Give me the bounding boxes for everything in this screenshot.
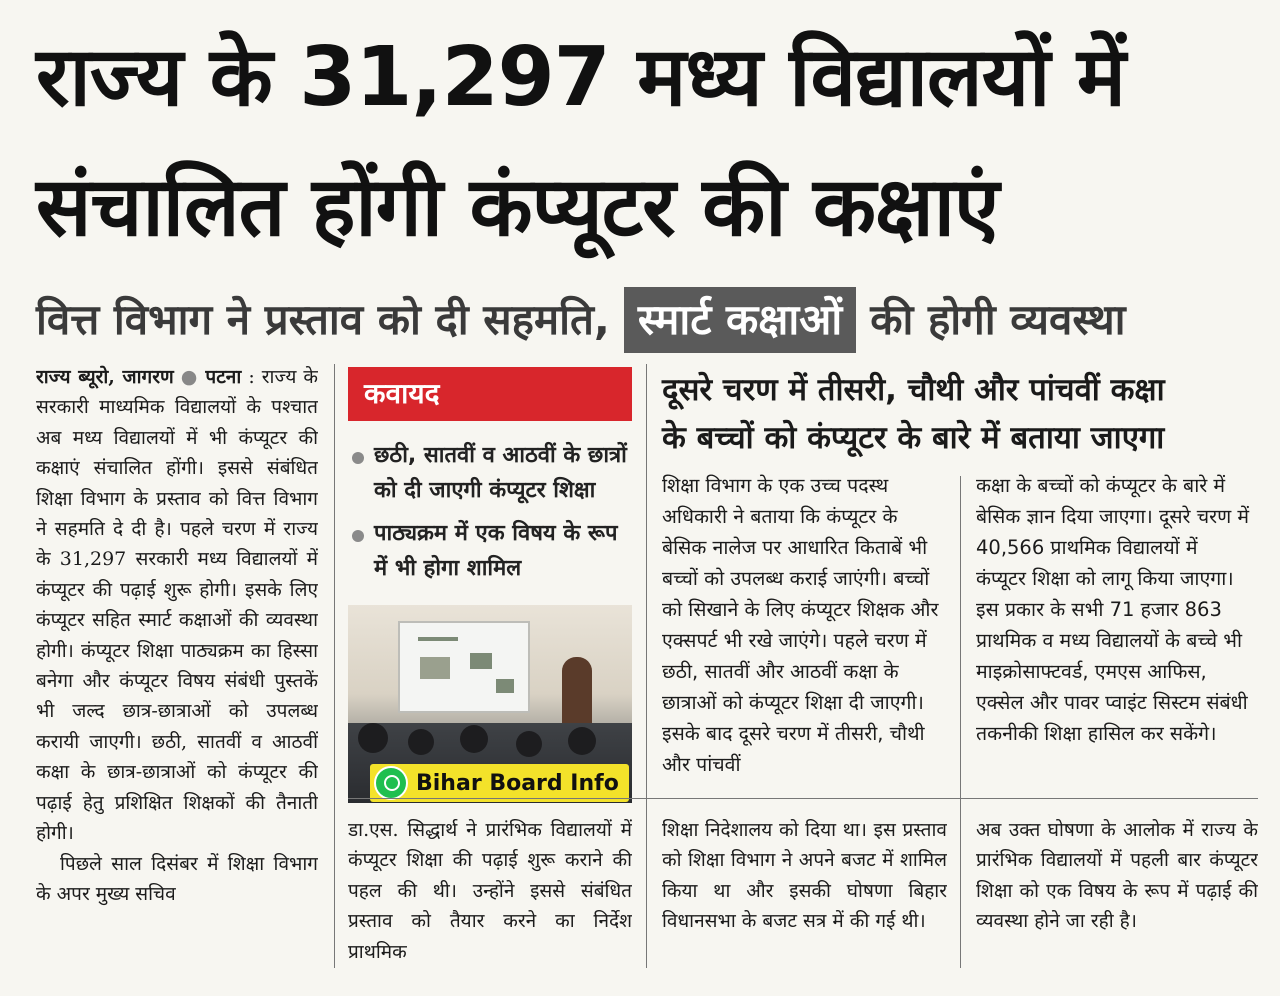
section-divider [348, 798, 1258, 799]
whatsapp-icon [374, 766, 408, 800]
subheadline-text-after: की होगी व्यवस्था [870, 295, 1126, 344]
section-title-line-1: दूसरे चरण में तीसरी, चौथी और पांचवीं कक्षा [662, 372, 1165, 408]
section-title [662, 366, 1262, 462]
watermark-text: Bihar Board Info [416, 770, 619, 796]
column-divider [646, 364, 647, 968]
projector-screen [398, 621, 530, 713]
bullet-dot-icon: ● [180, 366, 199, 388]
dateline-place: पटना [205, 366, 242, 388]
subheadline [36, 285, 1126, 355]
bottom-column-3: शिक्षा निदेशालय को दिया था। इस प्रस्ताव को शिक्षा विभाग ने अपने बजट में शामिल किया था और इसकी घोषणा बिहार विधानसभा के बजट सत्र में की गई थी। [662, 819, 947, 933]
column-1-paragraph-2: पिछले साल दिसंबर में शिक्षा विभाग के अपर मुख्य सचिव [36, 852, 318, 905]
bottom-column-4: अब उक्त घोषणा के आलोक में राज्य के प्रारंभिक विद्यालयों में पहली बार कंप्यूटर शिक्षा को एक विषय के रूप में पढ़ाई की व्यवस्था होने जा रही है। [976, 819, 1258, 933]
sidebar-bullet: पाठ्यक्रम में एक विषय के रूप में भी होगा शामिल [350, 516, 634, 586]
section-column-b: कक्षा के बच्चों को कंप्यूटर के बारे में बेसिक ज्ञान दिया जाएगा। दूसरे चरण में 40,566 प्राथमिक विद्यालयों में कंप्यूटर शिक्षा को लागू किया जाएगा। इस प्रकार के सभी 71 हजार 863 प्राथमिक व मध्य विद्यालयों के बच्चे भी माइक्रोसाफ्टवर्ड, एमएस आफिस, एक्सेल और पावर प्वाइंट सिस्टम संबंधी तकनीकी शिक्षा हासिल कर सकेंगे। [976, 474, 1250, 745]
bottom-column-2: डा.एस. सिद्धार्थ ने प्रारंभिक विद्यालयों में कंप्यूटर शिक्षा की पढ़ाई शुरू कराने की पहल की थी। उन्होंने इससे संबंधित प्रस्ताव को तैयार करने का निर्देश प्राथमिक [348, 819, 632, 963]
column-1-paragraph-1: : राज्य के सरकारी माध्यमिक विद्यालयों के पश्चात अब मध्य विद्यालयों में भी कंप्यूटर की कक्षाएं संचालित होंगी। इससे संबंधित शिक्षा विभाग के प्रस्ताव को वित्त विभाग ने सहमति दे दी है। पहले चरण में राज्य के 31,297 सरकारी मध्य विद्यालयों में कंप्यूटर की पढ़ाई शुरू होगी। इसके लिए कंप्यूटर सहित स्मार्ट कक्षाओं की व्यवस्था होगी। कंप्यूटर शिक्षा पाठ्यक्रम का हिस्सा बनेगा और कंप्यूटर विषय संबंधी पुस्तकें भी जल्द छात्र-छात्राओं को उपलब्ध करायी जाएगी। छठी, सातवीं व आठवीं कक्षा के छात्र-छात्राओं को कंप्यूटर की पढ़ाई हेतु प्रशिक्षित शिक्षकों की तैनाती होगी। [36, 366, 318, 845]
article-column-1 [36, 362, 318, 970]
headline-line-2: संचालित होंगी कंप्यूटर की कक्षाएं [36, 160, 999, 255]
sidebar-bullets [350, 438, 634, 594]
sidebar-bullet: छठी, सातवीं व आठवीं के छात्रों को दी जाएगी कंप्यूटर शिक्षा [350, 438, 634, 508]
subheadline-highlight: स्मार्ट कक्षाओं [624, 287, 856, 353]
column-divider [334, 364, 335, 968]
section-column-a: शिक्षा विभाग के एक उच्च पदस्थ अधिकारी ने बताया कि कंप्यूटर के बेसिक नालेज पर आधारित किताबें भी बच्चों को उपलब्ध कराई जाएंगी। बच्चों को सिखाने के लिए कंप्यूटर शिक्षक और एक्सपर्ट भी रखे जाएंगे। पहले चरण में छठी, सातवीं और आठवीं कक्षा के छात्राओं को कंप्यूटर शिक्षा दी जाएगी। इसके बाद दूसरे चरण में तीसरी, चौथी और पांचवीं [662, 474, 939, 776]
sidebar-label: कवायद [348, 367, 632, 421]
byline: राज्य ब्यूरो, जागरण [36, 366, 174, 388]
subheadline-text-before: वित्त विभाग ने प्रस्ताव को दी सहमति, [36, 295, 610, 344]
column-divider [960, 476, 961, 968]
section-title-line-2: के बच्चों को कंप्यूटर के बारे में बताया जाएगा [662, 420, 1165, 456]
watermark-badge [370, 764, 629, 802]
headline-line-1: राज्य के 31,297 मध्य विद्यालयों में [36, 30, 1125, 125]
